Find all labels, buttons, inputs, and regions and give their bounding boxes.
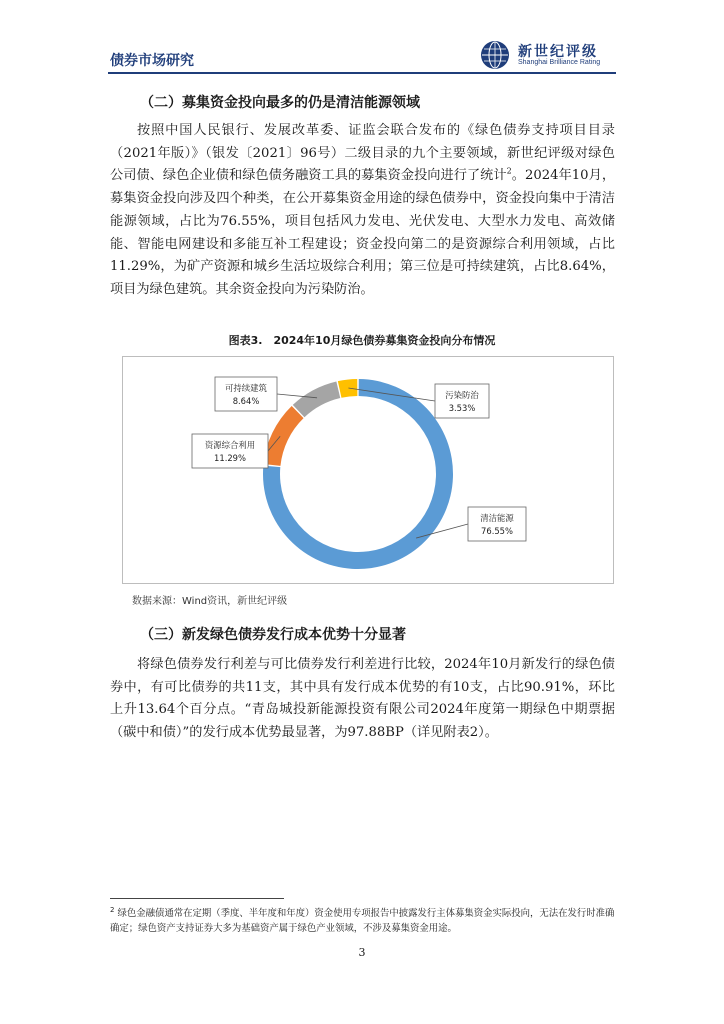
header-rule (108, 72, 616, 74)
slice-name-label-2: 资源综合利用 (204, 440, 256, 450)
section-3-heading: （三）新发绿色债券发行成本优势十分显著 (140, 627, 406, 643)
footnote-mark: 2 (110, 905, 115, 914)
donut-chart (123, 357, 613, 583)
page-number: 3 (358, 946, 366, 959)
brand-logo (480, 40, 620, 72)
paragraph-text-part1: 按照中国人民银行、发展改革委、证监会联合发布的《绿色债券支持项目目录（2021年版）》（银发〔2021〕96号）二级目录的九个主要领域，新世纪评级对绿色公司债、绿色企业债和绿色债务融资工具的募集资金投向进行了统计 (110, 123, 615, 184)
footnote-rule (110, 898, 284, 899)
slice-name-label-3: 可持续建筑 (225, 383, 267, 393)
section-2-heading: （二）募集资金投向最多的仍是清洁能源领域 (140, 95, 420, 111)
footnote (110, 906, 615, 936)
slice-name-label-4: 污染防治 (445, 390, 479, 400)
running-header-title: 债券市场研究 (110, 53, 194, 69)
footnote-ref[interactable]: 2 (506, 167, 512, 177)
footnote-text: 绿色金融债通常在定期（季度、半年度和年度）资金使用专项报告中披露发行主体募集资金实际投向，无法在发行时准确确定；绿色资产支持证券大多为基础资产属于绿色产业领域，不涉及募集资金用途。 (110, 908, 615, 934)
slice-value-label-2: 11.29% (214, 453, 246, 463)
donut-slice-3[interactable] (293, 381, 340, 417)
slice-label-box-2 (192, 434, 268, 468)
slice-label-box-3 (215, 377, 277, 411)
paragraph-text-part2: 。2024年10月，募集资金投向涉及四个种类，在公开募集资金用途的绿色债券中，资金投向集中于清洁能源领域，占比为76.55%，项目包括风力发电、光伏发电、大型水力发电、高效储能、智能电网建设和多能互补工程建设；资金投向第二的是资源综合利用领域，占比11.29%，为矿产资源和城乡生活垃圾综合利用；第三位是可持续建筑，占比8.64%，项目为绿色建筑。其余资金投向为污染防治。 (110, 168, 616, 297)
donut-slice-4[interactable] (338, 379, 358, 398)
slice-label-box-4 (435, 384, 489, 418)
donut-slice-2[interactable] (264, 406, 304, 466)
slice-value-label-3: 8.64% (232, 396, 260, 406)
slice-label-box-1 (468, 507, 526, 541)
section-3-paragraph (110, 654, 615, 745)
logo-chinese-name: 新世纪评级 (518, 44, 598, 60)
logo-english-name: Shanghai Brilliance Rating (518, 59, 601, 66)
section-3-text: 将绿色债券发行利差与可比债券发行利差进行比较，2024年10月新发行的绿色债券中，有可比债券的共11支，其中具有发行成本优势的有10支，占比90.91%，环比上升13.64个百分点。“青岛城投新能源投资有限公司2024年度第一期绿色中期票据（碳中和债）”的发行成本优势最显著，为97.88BP（详见附表2）。 (110, 657, 615, 741)
figure-source: 数据来源：Wind资讯，新世纪评级 (132, 596, 288, 607)
slice-value-label-4: 3.53% (448, 403, 476, 413)
slice-name-label-1: 清洁能源 (480, 513, 514, 523)
globe-logo-icon (480, 40, 510, 70)
section-2-paragraph (110, 120, 615, 302)
donut-chart-frame (122, 356, 614, 584)
slice-value-label-1: 76.55% (481, 526, 513, 536)
figure-caption: 图表3. 2024年10月绿色债券募集资金投向分布情况 (228, 334, 496, 347)
